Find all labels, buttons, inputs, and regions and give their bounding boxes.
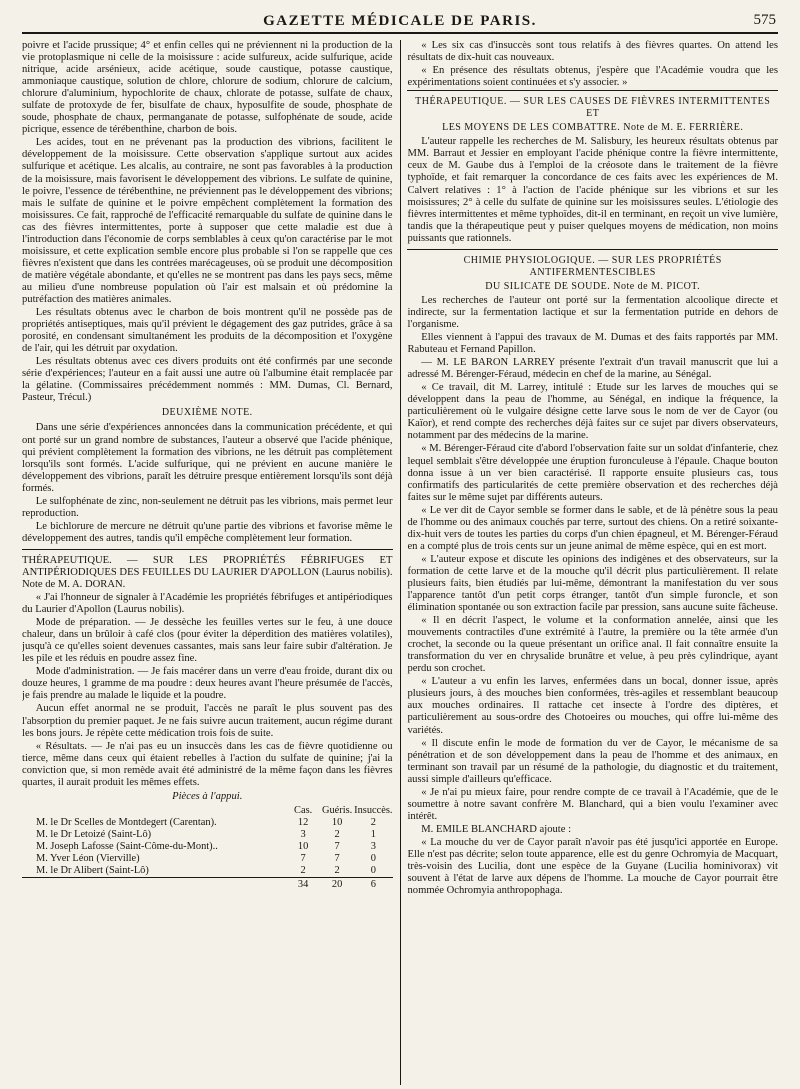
paragraph: « M. Bérenger-Féraud cite d'abord l'observation faite sur un soldat d'infanterie, chez lequel semblait s'être développée une éruption furonculeuse à l'épaule. Chaque bouton donna issue à un ver bien caractérisé. Il rapporte ensuite plusieurs cas, tous confirmatifs des particularités de cette première observation et des recherches déjà faites sur le même sujet par différents auteurs. (407, 443, 778, 503)
paragraph: Le sulfophénate de zinc, non-seulement ne détruit pas les vibrions, mais permet leur reproduction. (22, 495, 393, 519)
table-row (22, 829, 393, 841)
paragraph: — M. LE BARON LARREY présente l'extrait d'un travail manuscrit que lui a adressé M. Bérenger-Féraud, médecin en chef de la marine, au Sénégal. (407, 357, 778, 381)
total-cas: 34 (286, 877, 320, 891)
columns (22, 40, 778, 1085)
row-insucces: 3 (370, 840, 376, 852)
column-rule (400, 40, 401, 1085)
paragraph: Les recherches de l'auteur ont porté sur la fermentation alcoolique directe et indirecte, sur la fermentation lactique et sur la fermentation putride en dehors de l'organisme. (407, 294, 778, 330)
section-heading-therapeutique-2b: LES MOYENS DE LES COMBATTRE. Note de M. E. FERRIÈRE. (442, 122, 744, 134)
row-insucces: 0 (370, 852, 376, 864)
row-cas: 12 (297, 816, 309, 828)
section-heading-therapeutique: THÉRAPEUTIQUE. — SUR LES PROPRIÉTÉS FÉBRIFUGES ET ANTIPÉRIODIQUES DES FEUILLES DU LAURIER D'APOLLON (Laurus nobilis). Note de M. A. DORAN. (22, 554, 393, 591)
table-total-row (22, 877, 393, 891)
paragraph: « Résultats. — Je n'ai pas eu un insuccès dans les cas de fièvre quotidienne ou tierce, même dans ceux qui étaient rebelles à l'action du sulfate de quinine; j'ai la conviction que, si mon remède avait été administré de la même façon dans les fièvres quartes, il aurait produit les mêmes effets. (22, 740, 393, 788)
paragraph: poivre et l'acide prussique; 4° et enfin celles qui ne préviennent ni la production de la vie protoplasmique ni celle de la moisissure : acide sulfureux, acide sulfurique, acide nitrique, acide arsénieux, acide acétique, soude caustique, potasse caustique, ammoniaque caustique, solution de chlore, chlorure de sodium, chlorure de calcium, chlorure d'aluminium, hypochlorite de chaux, chlorate de potasse, sulfate de chaux, sulfate de protoxyde de fer, bisulfate de chaux, hyposulfite de soude, phosphate de soude, phosphate de chaux, permanganate de potasse, sulfophénate de soude, acide picrique, essence de térébenthine, charbon de bois. (22, 40, 393, 136)
paragraph: Mode d'administration. — Je fais macérer dans un verre d'eau froide, durant dix ou douze heures, 1 gramme de ma poudre : deux heures avant l'heure présumée de l'accès, je fais prendre au malade le liquide et la poudre. (22, 666, 393, 702)
paragraph: Dans une série d'expériences annoncées dans la communication précédente, et qui ont porté sur un grand nombre de substances, l'auteur a observé que l'acide phénique, qui prévient complètement la formation des vibrions, ne les détruit pas complètement lorsqu'ils sont formés. L'acide sulfurique, qui ne prévient en aucune manière le développement des vibrions, paraît les détruire presque entièrement lorsqu'ils sont déjà formés. (22, 422, 393, 494)
paragraph: Le bichlorure de mercure ne détruit qu'une partie des vibrions et favorise même le développement des autres, tandis qu'il empêche complètement leur formation. (22, 520, 393, 544)
paragraph: « Ce travail, dit M. Larrey, intitulé : Etude sur les larves de mouches qui se développent dans la peau de l'homme, au Sénégal, en indique la fréquence, la particulièrement où le vulgaire désigne cette larve sous le nom de ver de Cayor (ou Kaïor), et rend compte des recherches déjà faites sur ce sujet par divers observateurs, notamment par des médecins de la marine. (407, 382, 778, 442)
paragraph: « L'auteur a vu enfin les larves, enfermées dans un bocal, donner issue, après plusieurs jours, à des mouches bien conformées, très-agiles et ressemblant beaucoup aux mouches ordinaires. Il rattache cet insecte à l'ordre des diptères, et particulièrement au sous-ordre des Chotoeires ou mouches, qui offre lui-même des variétés. (407, 676, 778, 736)
divider (407, 249, 778, 250)
paragraph: Les résultats obtenus avec ces divers produits ont été confirmés par une seconde série d'expériences; l'auteur en a fait aussi une autre où l'albumine était remplacée par la gélatine. (Commissaires précédemment nommés : MM. Dumas, Cl. Bernard, Pasteur, Trécul.) (22, 356, 393, 404)
total-insucces: 6 (354, 877, 392, 891)
row-name: M. le Dr Letoizé (Saint-Lô) (36, 828, 152, 840)
section-heading-chimie-b: DU SILICATE DE SOUDE. Note de M. PICOT. (485, 280, 701, 292)
table-row (22, 865, 393, 878)
divider (407, 90, 778, 91)
paragraph: « Il discute enfin le mode de formation du ver de Cayor, le mécanisme de sa pénétration et de son développement dans la peau de l'homme et des animaux, en terminant son travail par un résumé de la pathologie, du diagnostic et du traitement, aussi simple d'ailleurs qu'efficace. (407, 737, 778, 785)
section-heading-chimie-a: CHIMIE PHYSIOLOGIQUE. — SUR LES PROPRIÉTÉS ANTIFERMENTESCIBLES (463, 254, 722, 278)
col-header-insucces: Insuccès. (354, 804, 393, 816)
total-gueris: 20 (320, 877, 354, 891)
results-table (22, 805, 393, 891)
paragraph: « L'auteur expose et discute les opinions des indigènes et des observateurs, sur la formation de cette larve et de la mouche qu'il décrit plus particulièrement. Il relate plusieurs faits, bien étudiés par lui-même, démontrant la manifestation du ver sous l'apparence tantôt d'un petit corps étranger, tantôt d'un simple furoncle, et son élimination spontanée ou son extraction facile par pression, sans aucune suite fâcheuse. (407, 553, 778, 614)
paragraph: « Les six cas d'insuccès sont tous relatifs à des fièvres quartes. On attend les résultats de dix-huit cas nouveaux. (407, 40, 778, 64)
row-cas: 2 (300, 864, 306, 876)
paragraph: M. EMILE BLANCHARD ajoute : (421, 823, 572, 835)
table-row (22, 853, 393, 865)
table-row (22, 817, 393, 829)
row-insucces: 1 (370, 828, 376, 840)
paragraph: Les résultats obtenus avec le charbon de bois montrent qu'il ne possède pas de propriétés antiseptiques, mais qu'il prévient le dégagement des gaz putrides, grâce à sa porosité, en condensant simultanément les produits de la décomposition et l'oxygène de l'air, qui les détruit par oxydation. (22, 307, 393, 355)
right-column (407, 40, 778, 1085)
paragraph: « Le ver dit de Cayor semble se former dans le sable, et de là pénètre sous la peau de l'homme ou des animaux couchés par terre, surtout des chiens. On a retiré soixante-dix-huit vers de toutes les parties du corps d'un chien épagneul, et M. Bérenger-Féraud en a compté plus de trois cents sur un jeune animal de même espèce, qui en est mort. (407, 504, 778, 552)
row-gueris: 7 (334, 852, 340, 864)
row-cas: 7 (300, 852, 306, 864)
paragraph: « Je n'ai pu mieux faire, pour rendre compte de ce travail à l'Académie, que de le soumettre à notre savant confrère M. Blanchard, qui a bien voulu l'examiner avec intérêt. (407, 786, 778, 822)
journal-title: GAZETTE MÉDICALE DE PARIS. (263, 13, 537, 29)
row-insucces: 2 (370, 816, 376, 828)
paragraph: Les acides, tout en ne prévenant pas la production des vibrions, facilitent le développement de la moisissure. Cette observation s'applique surtout aux acides sulfurique et acétique. Les alcalis, au contraire, ne sont pas favorables à la production de la moisissure, mais favorisent le développement des vibrions. Le sulfate de quinine, le poivre, l'essence de térébenthine, ne préviennent pas le développement des vibrions; mais le sulfate de quinine et le poivre empêchent complètement la formation des moisissures. Ce fait, rapproché de l'efficacité remarquable du sulfate de quinine dans le cas des fièvres intermittentes, porte à supposer que cette maladie est due à l'introduction dans l'économie de corps semblables à ceux qu'on caractérise par le mot moisissure, et cette explication semble encore plus probable si l'on se rappelle que ces fièvres n'existent que dans les contrées marécageuses, où se produit une décomposition de matière végétale abondante, et qu'elles ne se montrent pas dans les pays secs, même au milieu d'une nombreuse population où l'air est malsain et où prédomine la putréfaction des matières animales. (22, 137, 393, 305)
row-gueris: 10 (331, 816, 343, 828)
page-header (22, 8, 778, 34)
row-name: M. Joseph Lafosse (Saint-Côme-du-Mont).. (36, 840, 218, 852)
row-gueris: 2 (334, 864, 340, 876)
col-header-cas: Cas. (294, 804, 313, 816)
section-heading-therapeutique-2a: THÉRAPEUTIQUE. — SUR LES CAUSES DE FIÈVRES INTERMITTENTES ET (415, 96, 771, 120)
left-column (22, 40, 393, 1085)
row-cas: 10 (297, 840, 309, 852)
row-insucces: 0 (370, 864, 376, 876)
paragraph: Aucun effet anormal ne se produit, l'accès ne paraît le plus souvent pas des l'absorption du premier paquet. Je ne fais suivre aucun traitement, aucun régime durant les bons jours. Je répète cette médication trois fois de suite. (22, 703, 393, 739)
paragraph: Mode de préparation. — Je dessèche les feuilles vertes sur le feu, à une douce chaleur, dans un brûloir à café clos (pour éviter la déperdition des matières volatiles), jusqu'à ce qu'elles soient devenues cassantes, mais sans leur faire subir d'altération. Je les pile et les réduis en poudre assez fine. (22, 617, 393, 665)
paragraph: « J'ai l'honneur de signaler à l'Académie les propriétés fébrifuges et antipériodiques du Laurier d'Apollon (Laurus nobilis). (22, 592, 393, 616)
row-name: M. Yver Léon (Vierville) (36, 852, 140, 864)
paragraph: « En présence des résultats obtenus, j'espère que l'Académie voudra que les expérimentations soient continuées et s'y associer. » (407, 65, 778, 89)
table-caption: Pièces à l'appui. (172, 790, 243, 802)
paragraph: « La mouche du ver de Cayor paraît n'avoir pas été jusqu'ici apportée en Europe. Elle n'est pas décrite; selon toute apparence, elle est du genre Ochromyia de Macquart, très-voisin des Lucilia, dont une espèce de la Guyane (Lucilia hominivorax) vit souvent à l'état de larve aux dépens de l'homme. La mouche de Cayor pourrait être nommée Ochromyia anthropophaga. (407, 836, 778, 897)
divider (22, 549, 393, 550)
table-row (22, 841, 393, 853)
row-name: M. le Dr Alibert (Saint-Lô) (36, 864, 149, 876)
col-header-gueris: Guéris. (321, 804, 353, 816)
subheading-deuxieme-note: DEUXIÈME NOTE. (161, 407, 253, 419)
paragraph: L'auteur rappelle les recherches de M. Salisbury, les heureux résultats obtenus par MM. Barraut et Jessier en employant l'acide phénique contre la fièvre intermittente, ceux de M. Gaube dus à l'emploi de la créosote dans le traitement de la fièvre typhoïde, et fait remarquer la concordance de ces faits avec les expériences de M. Calvert relatives : 1° à l'action de l'acide phénique sur les vibrions et sur les moisissures; 2° à celle du sulfate de quinine sur les moisissures seules. L'étiologie des fièvres intermittentes et même typhoïdes, dit-il en terminant, en reçoit un vive lumière, tandis que la thérapeutique peut y puiser quelques moyens de médication, non moins puissants que rationnels. (407, 136, 778, 244)
table-header-row (22, 805, 393, 817)
page-number: 575 (753, 12, 776, 28)
row-gueris: 7 (334, 840, 340, 852)
paragraph: « Il en décrit l'aspect, le volume et la conformation annelée, ainsi que les mouvements contractiles d'une extrémité à l'autre, la première ou la tête armée d'un crochet, la seconde ou la queue présentant un orifice anal. Il fait connaître ensuite la transformation du ver en chrysalide brunâtre et velue, à peu près cylindrique, ayant perdu son crochet. (407, 615, 778, 675)
row-gueris: 2 (334, 828, 340, 840)
row-name: M. le Dr Scelles de Montdegert (Carentan). (36, 816, 217, 828)
row-cas: 3 (300, 828, 306, 840)
paragraph: Elles viennent à l'appui des travaux de M. Dumas et des faits rapportés par MM. Rabuteau et Fernand Papillon. (407, 332, 778, 356)
